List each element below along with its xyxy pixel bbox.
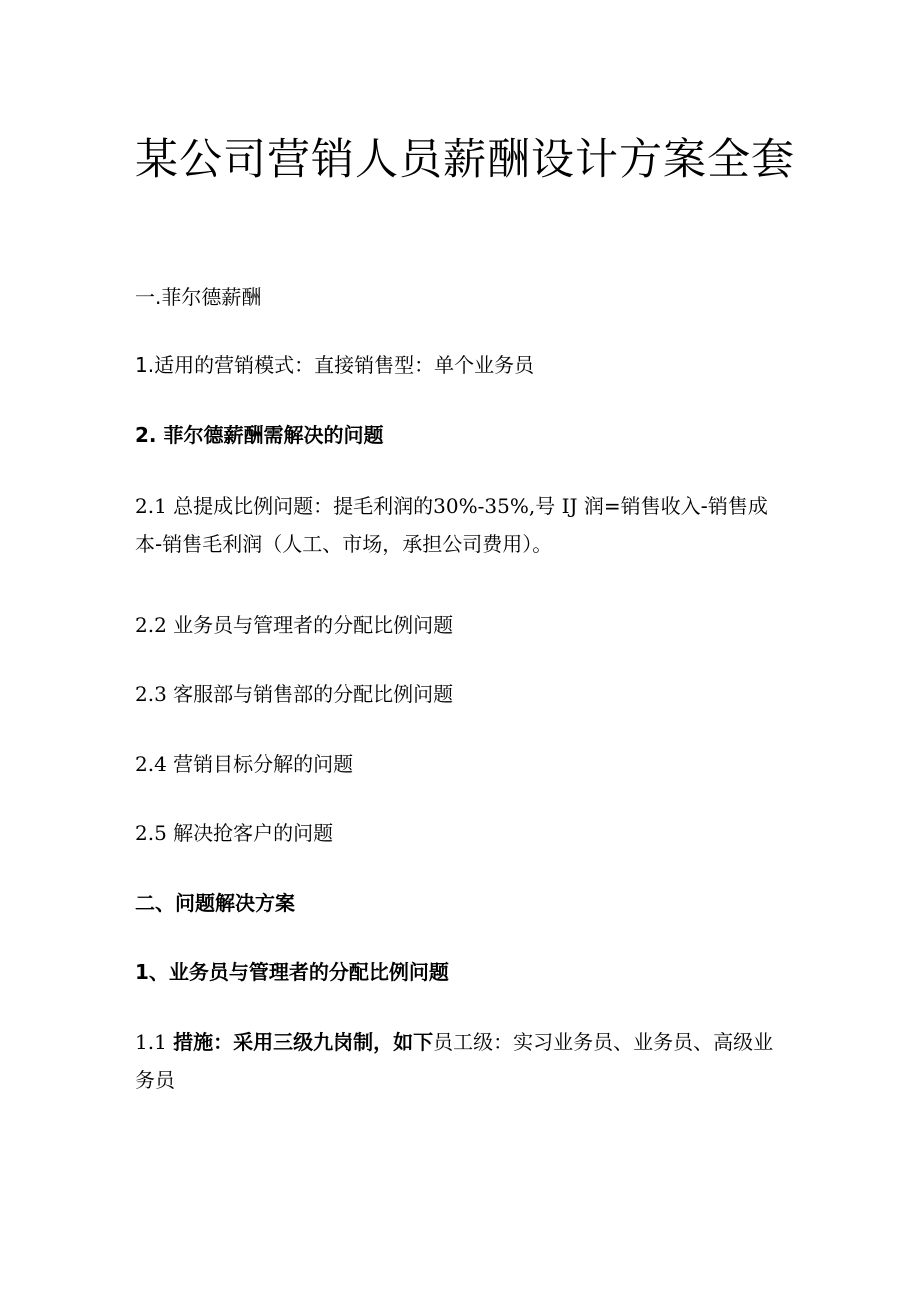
item-2-4 [135, 749, 353, 779]
section2-heading: 二、问题解决方案 [135, 891, 295, 915]
item-2-5-text: 解决抢客户的问题 [173, 821, 334, 845]
item-2-4-number: 2.4 [135, 752, 167, 776]
item-2-heading: 2. 菲尔德薪酬需解决的问题 [135, 423, 384, 447]
item-2-1-ij: IJ [561, 494, 578, 518]
item-2-1 [135, 487, 785, 563]
item-2-1-percent: 30%-35%, [433, 494, 536, 518]
item-1: 1.适用的营销模式：直接销售型：单个业务员 [135, 353, 535, 377]
item-2-2 [135, 610, 453, 640]
item-2-2-text: 业务员与管理者的分配比例问题 [173, 613, 454, 637]
item-2-5 [135, 818, 333, 848]
item-2-3-number: 2.3 [135, 682, 167, 706]
sub-1-1-text: 员工级：实习业务员、业务员、高级业务员 [135, 1030, 774, 1092]
item-2-4-text: 营销目标分解的问题 [173, 752, 354, 776]
item-2-1-text-c: 润=销售收入-销售成本-销售毛利润（人工、市场，承担公司费用）。 [135, 494, 768, 556]
sub1-heading: 1、业务员与管理者的分配比例问题 [135, 960, 449, 984]
item-2-1-text-b: 号 [535, 494, 556, 518]
item-2-3-text: 客服部与销售部的分配比例问题 [173, 682, 454, 706]
sub-1-1-bold: 措施：采用三级九岗制，如下 [173, 1030, 434, 1054]
item-2-1-text-a: 总提成比例问题：提毛利润的 [173, 494, 434, 518]
item-2-1-number: 2.1 [135, 494, 167, 518]
sub-1-1-number: 1.1 [135, 1030, 167, 1054]
item-2-2-number: 2.2 [135, 613, 167, 637]
sub-1-1 [135, 1023, 785, 1099]
item-2-3 [135, 679, 453, 709]
item-2-5-number: 2.5 [135, 821, 167, 845]
document-title: 某公司营销人员薪酬设计方案全套 [135, 135, 795, 185]
section1-heading: 一.菲尔德薪酬 [135, 285, 262, 309]
